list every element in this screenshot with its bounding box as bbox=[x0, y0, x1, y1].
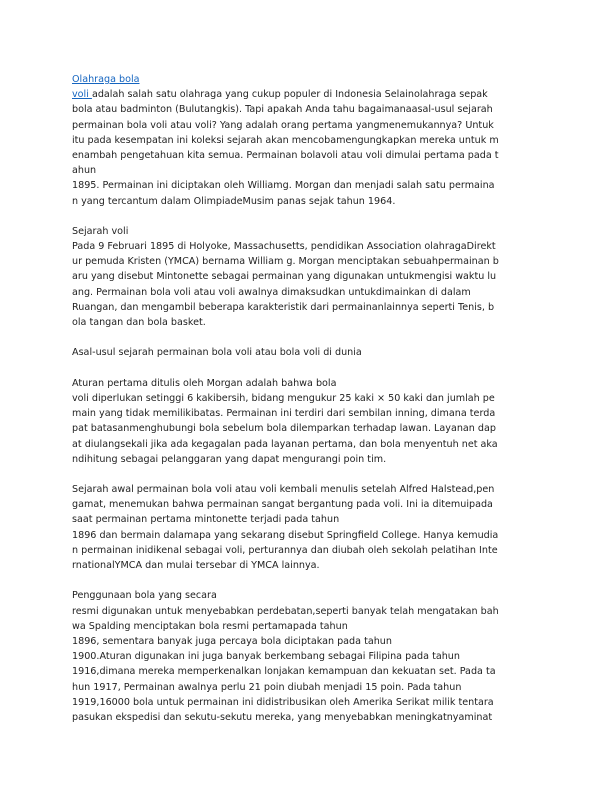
section-heading: Sejarah voli bbox=[72, 225, 129, 237]
paragraph-1-line bbox=[72, 87, 548, 102]
text-line: ola tangan dan bola basket. bbox=[72, 317, 206, 328]
text-line: wa Spalding menciptakan bola resmi pertamapada tahun bbox=[72, 620, 348, 632]
section-heading: Asal-usul sejarah permainan bola voli atau bola voli di dunia bbox=[72, 347, 362, 359]
text-line: pasukan ekspedisi dan sekutu-sekutu mereka, yang menyebabkan meningkatnyaminat bbox=[72, 711, 493, 723]
text-line: hun 1917, Permainan awalnya perlu 21 poin diubah menjadi 15 poin. Pada tahun bbox=[72, 681, 462, 693]
text-line: permainan bola voli atau voli? Yang adalah orang pertama yangmenemukannya? Untuk bbox=[72, 119, 494, 131]
paragraph-gap bbox=[72, 330, 548, 345]
paragraph-sejarah-awal bbox=[72, 482, 548, 573]
text-line: n yang tercantum dalam OlimpiadeMusim panas sejak tahun 1964. bbox=[72, 195, 396, 207]
paragraph-penggunaan-bola bbox=[72, 588, 548, 725]
text-line: 1896, sementara banyak juga percaya bola diciptakan pada tahun bbox=[72, 635, 392, 647]
text-line: Pada 9 Februari 1895 di Holyoke, Massachusetts, pendidikan Association olahragaDirekt bbox=[72, 241, 496, 253]
voli-link[interactable]: voli bbox=[72, 89, 92, 101]
text-line: 1895. Permainan ini diciptakan oleh Williamg. Morgan dan menjadi salah satu permaina bbox=[72, 180, 495, 192]
text-line: aru yang disebut Mintonette sebagai permainan yang digunakan untukmengisi waktu lu bbox=[72, 271, 497, 283]
text-line: voli diperlukan setinggi 6 kakibersih, bidang mengukur 25 kaki × 50 kaki dan jumlah pe bbox=[72, 392, 495, 404]
text-line: n permainan inidikenal sebagai voli, perturannya dan diubah oleh sekolah pelatihan Inte bbox=[72, 544, 498, 556]
paragraph-1 bbox=[72, 102, 548, 208]
text-line: Ruangan, dan mengambil beberapa karakteristik dari permainanlainnya seperti Tenis, b bbox=[72, 301, 495, 313]
text-line: saat permainan pertama mintonette terjadi pada tahun bbox=[72, 514, 340, 526]
text-line: Sejarah awal permainan bola voli atau voli kembali menulis setelah Alfred Halstead,pen bbox=[72, 484, 495, 496]
text-line: 1916,dimana mereka memperkenalkan lonjakan kemampuan dan kekuatan set. Pada ta bbox=[72, 666, 496, 678]
text-line: pat batasanmenghubungi bola sebelum bola dilemparkan terhadap lawan. Layanan dap bbox=[72, 423, 496, 435]
paragraph-gap bbox=[72, 467, 548, 482]
text-line: Aturan pertama ditulis oleh Morgan adalah bahwa bola bbox=[72, 377, 337, 389]
document-body bbox=[72, 72, 548, 725]
paragraph-gap bbox=[72, 361, 548, 376]
paragraph-sejarah-voli bbox=[72, 224, 548, 330]
text-line: 1900.Aturan digunakan ini juga banyak berkembang sebagai Filipina pada tahun bbox=[72, 651, 460, 663]
text-line: ang. Permainan bola voli atau voli awalnya dimaksudkan untukdimainkan di dalam bbox=[72, 286, 471, 298]
text-line: 1919,16000 bola untuk permainan ini didistribusikan oleh Amerika Serikat milik tentara bbox=[72, 696, 494, 708]
text-line: ndihitung sebagai pelanggaran yang dapat mengurangi poin tim. bbox=[72, 453, 387, 465]
paragraph-aturan bbox=[72, 376, 548, 467]
title-line bbox=[72, 72, 548, 87]
text-line: 1896 dan bermain dalamapa yang sekarang disebut Springfield College. Hanya kemudia bbox=[72, 529, 499, 541]
text-line: at diulangsekali jika ada kegagalan pada layanan pertama, dan bola menyentuh net aka bbox=[72, 438, 498, 450]
text-line: itu pada kesempatan ini koleksi sejarah akan mencobamengungkapkan mereka untuk m bbox=[72, 134, 499, 146]
text-line: ur pemuda Kristen (YMCA) bernama William g. Morgan menciptakan sebuahpermainan b bbox=[72, 256, 499, 268]
text-line: bola atau badminton (Bulutangkis). Tapi apakah Anda tahu bagaimanaasal-usul sejarah bbox=[72, 104, 493, 116]
text-line: resmi digunakan untuk menyebabkan perdebatan,seperti banyak telah mengatakan bah bbox=[72, 605, 499, 617]
text-line: ahun bbox=[72, 165, 97, 177]
paragraph-asal-usul bbox=[72, 345, 548, 360]
text-line: Penggunaan bola yang secara bbox=[72, 590, 217, 602]
text-line: enambah pengetahuan kita semua. Permainan bolavoli atau voli dimulai pertama pada t bbox=[72, 149, 499, 161]
olahraga-bola-link[interactable]: Olahraga bola bbox=[72, 74, 140, 85]
text-line: gamat, menemukan bahwa permainan sangat bergantung pada voli. Ini ia ditemuipada bbox=[72, 499, 493, 511]
paragraph-gap bbox=[72, 573, 548, 588]
paragraph-1-text: adalah salah satu olahraga yang cukup populer di Indonesia Selainolahraga sepak bbox=[91, 89, 488, 101]
text-line: main yang tidak memilikibatas. Permainan ini terdiri dari sembilan inning, dimana terda bbox=[72, 408, 496, 420]
text-line: rnationalYMCA dan mulai tersebar di YMCA lainnya. bbox=[72, 560, 320, 571]
paragraph-gap bbox=[72, 209, 548, 224]
